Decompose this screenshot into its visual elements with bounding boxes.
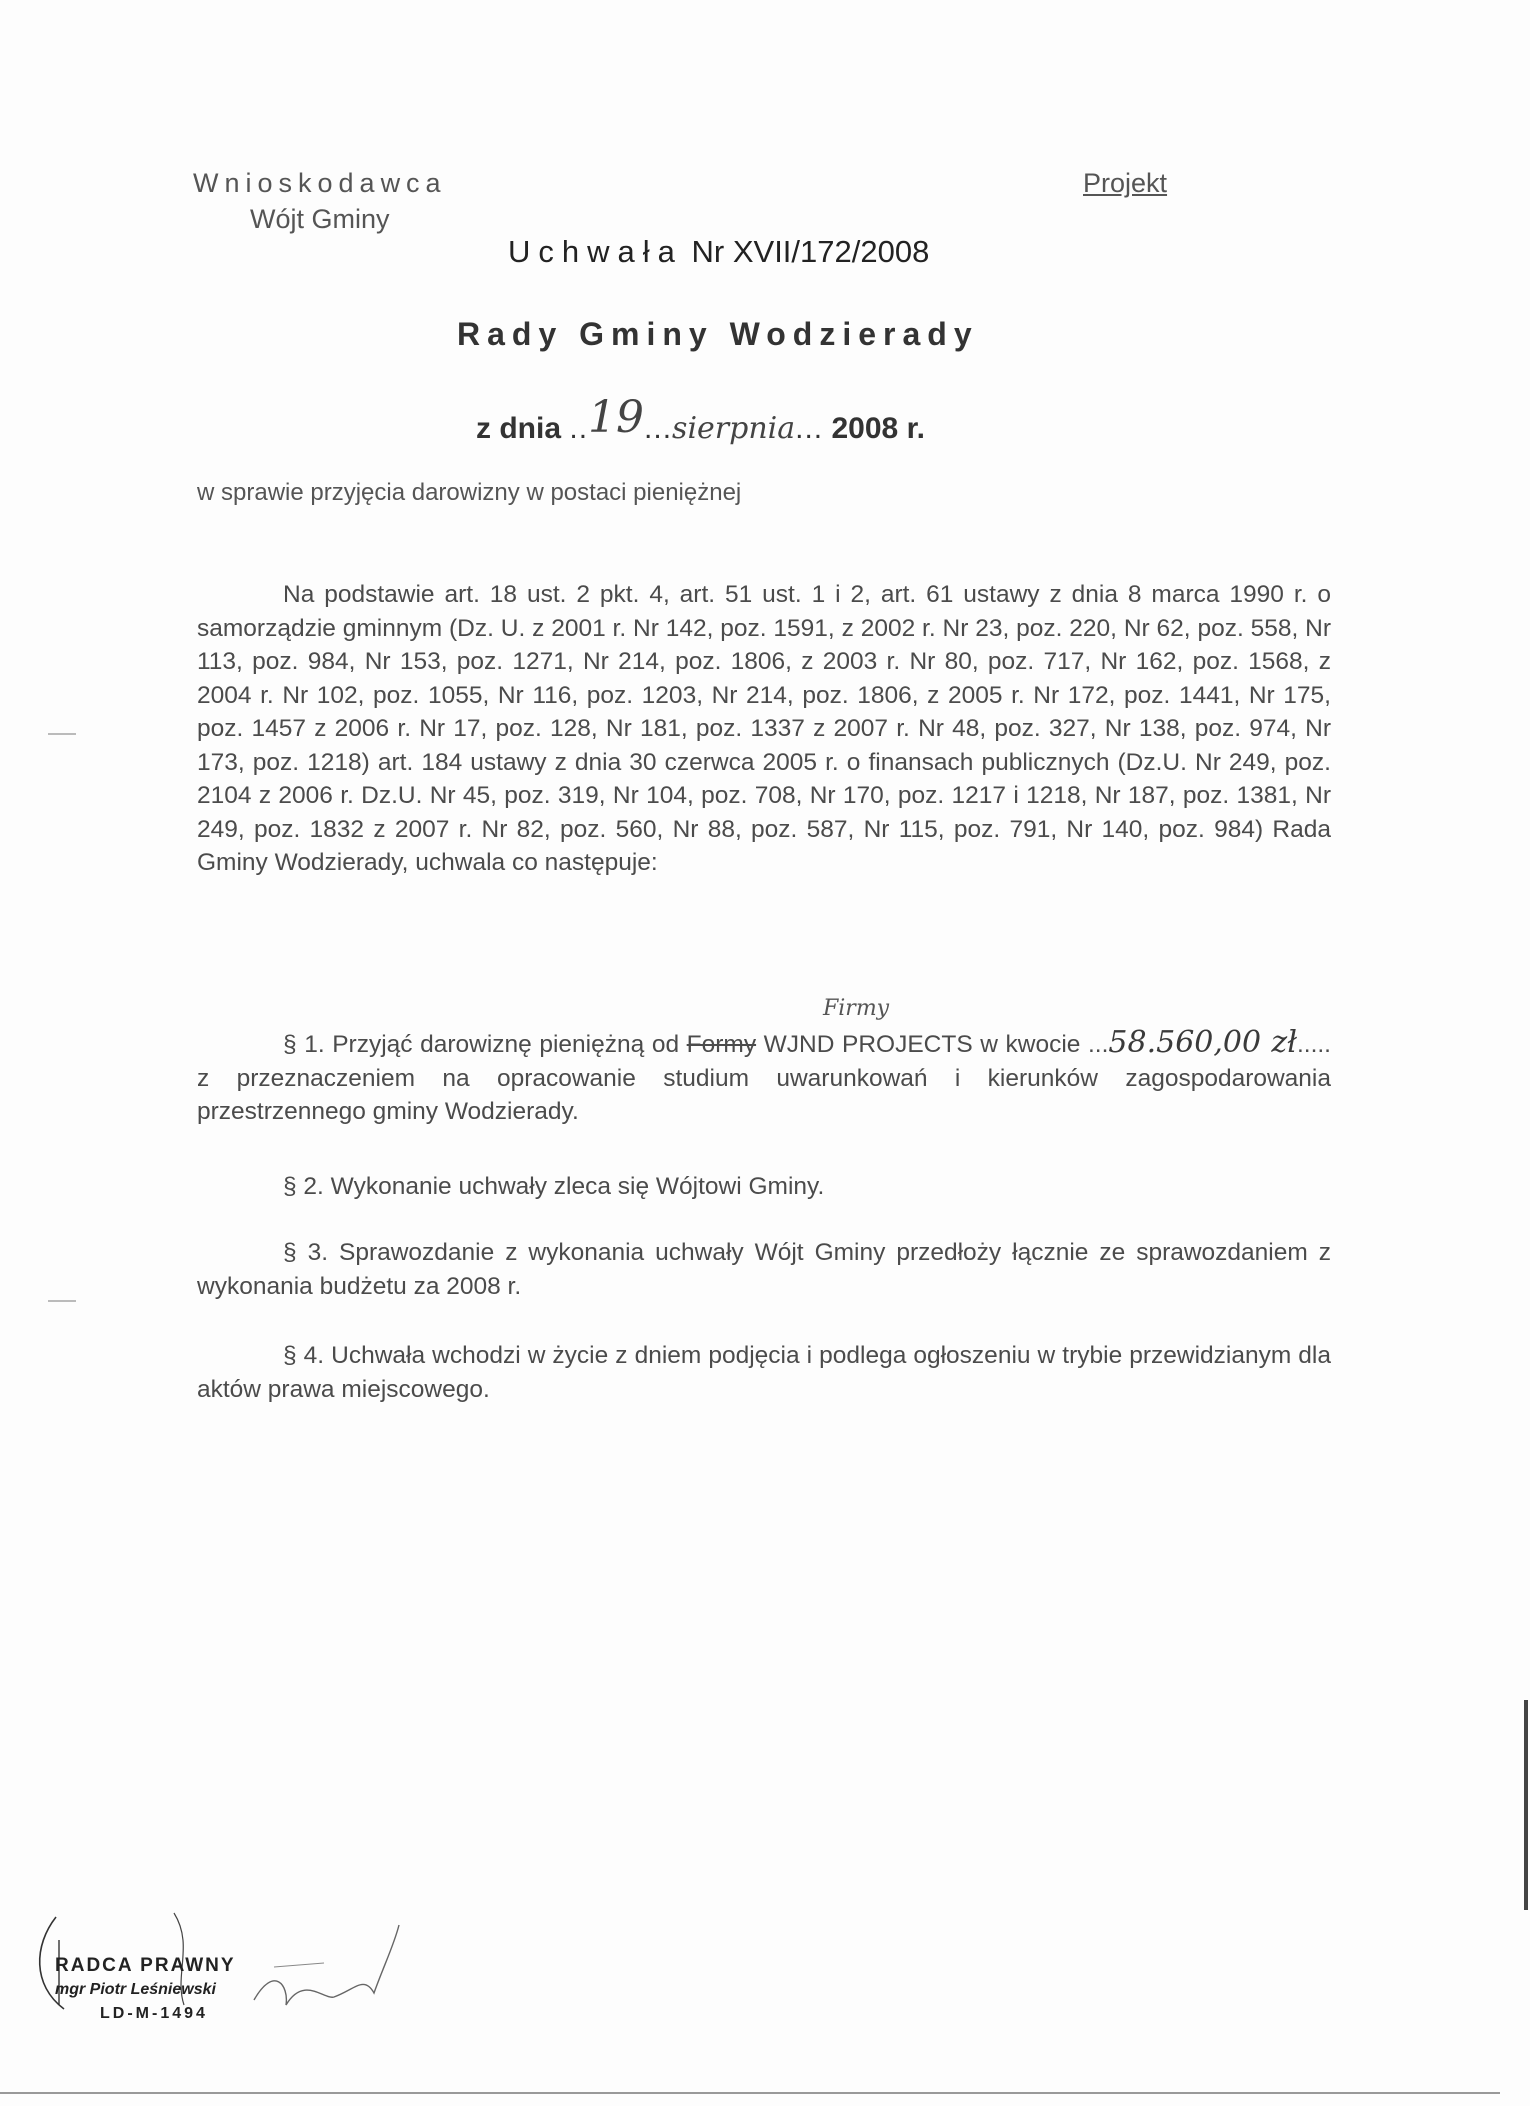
section-1-rest: z przeznaczeniem na opracowanie studium uwarunkowań i kierunków zagospodarowania przestrzennego gminy Wodzierady. bbox=[197, 1064, 1331, 1125]
section-1-lead: § 1. Przyjąć darowiznę pieniężną od bbox=[283, 1031, 680, 1058]
resolution-subject: w sprawie przyjęcia darowizny w postaci pieniężnej bbox=[197, 479, 742, 506]
resolution-word: Uchwała bbox=[508, 234, 683, 269]
applicant-label: Wnioskodawca bbox=[193, 168, 447, 198]
resolution-date: z dnia ..19...sierpnia... 2008 r. bbox=[476, 392, 925, 446]
council-name: Rady Gminy Wodzierady bbox=[457, 316, 979, 352]
section-1-paragraph: § 1. Przyjąć darowiznę pieniężną od Formy WJND PROJECTS w kwocie ...58.560,00 zł..... z przeznaczeniem na opracowanie studium uwarunkowań i kierunków zagospodarowania przestrzennego gminy Wodzierady. bbox=[197, 1025, 1331, 1125]
scan-edge-line bbox=[0, 2092, 1500, 2094]
resolution-number: Nr XVII/172/2008 bbox=[691, 234, 930, 269]
date-suffix: 2008 r. bbox=[831, 412, 925, 445]
applicant-sub-label: Wójt Gminy bbox=[250, 204, 390, 234]
section-3-paragraph: § 3. Sprawozdanie z wykonania uchwały Wójt Gminy przedłoży łącznie ze sprawozdaniem z wykonania budżetu za 2008 r. bbox=[197, 1239, 1331, 1300]
struck-word: Formy bbox=[686, 1031, 757, 1058]
margin-mark bbox=[48, 1300, 76, 1302]
section-2-paragraph: § 2. Wykonanie uchwały zleca się Wójtowi Gminy. bbox=[283, 1173, 825, 1200]
section-4-paragraph: § 4. Uchwała wchodzi w życie z dniem podjęcia i podlega ogłoszeniu w trybie przewidzianym dla aktów prawa miejscowego. bbox=[197, 1342, 1331, 1403]
margin-mark bbox=[48, 733, 76, 735]
company-name: WJND PROJECTS w kwocie bbox=[763, 1031, 1081, 1058]
date-prefix: z dnia bbox=[476, 412, 562, 445]
handwritten-correction: Firmy bbox=[823, 996, 890, 1021]
scan-edge-mark bbox=[1524, 1700, 1528, 1910]
stamp-number: LD-M-1494 bbox=[100, 2005, 208, 2022]
date-day-handwritten: 19 bbox=[588, 392, 645, 443]
donation-amount-handwritten: 58.560,00 zł bbox=[1108, 1025, 1297, 1060]
stamp-name: mgr Piotr Leśniewski bbox=[55, 1981, 216, 1998]
date-month-handwritten: sierpnia bbox=[672, 411, 796, 446]
resolution-title bbox=[508, 234, 929, 270]
legal-basis-paragraph: Na podstawie art. 18 ust. 2 pkt. 4, art. 51 ust. 1 i 2, art. 61 ustawy z dnia 8 marca 1990 r. o samorządzie gminnym (Dz. U. z 2001 r. Nr 142, poz. 1591, z 2002 r. Nr 23, poz. 220, Nr 62, poz. 558, Nr 113, poz. 984, Nr 153, poz. 1271, Nr 214, poz. 1806, z 2003 r. Nr 80, poz. 717, Nr 162, poz. 1568, z 2004 r. Nr 102, poz. 1055, Nr 116, poz. 1203, Nr 214, poz. 1806, z 2005 r. Nr 172, poz. 1441, Nr 175, poz. 1457 z 2006 r. Nr 17, poz. 128, Nr 181, poz. 1337 z 2007 r. Nr 48, poz. 327, Nr 138, poz. 974, Nr 173, poz. 1218) art. 184 ustawy z dnia 30 czerwca 2005 r. o finansach publicznych (Dz.U. Nr 249, poz. 2104 z 2006 r. Dz.U. Nr 45, poz. 319, Nr 104, poz. 708, Nr 170, poz. 1217 i 1218, Nr 187, poz. 1381, Nr 249, poz. 1832 z 2007 r. Nr 82, poz. 560, Nr 88, poz. 587, Nr 115, poz. 791, Nr 140, poz. 984) Rada Gminy Wodzierady, uchwala co następuje: bbox=[197, 581, 1331, 876]
stamp-title: RADCA PRAWNY bbox=[55, 1955, 236, 1976]
draft-label: Projekt bbox=[1083, 168, 1168, 198]
